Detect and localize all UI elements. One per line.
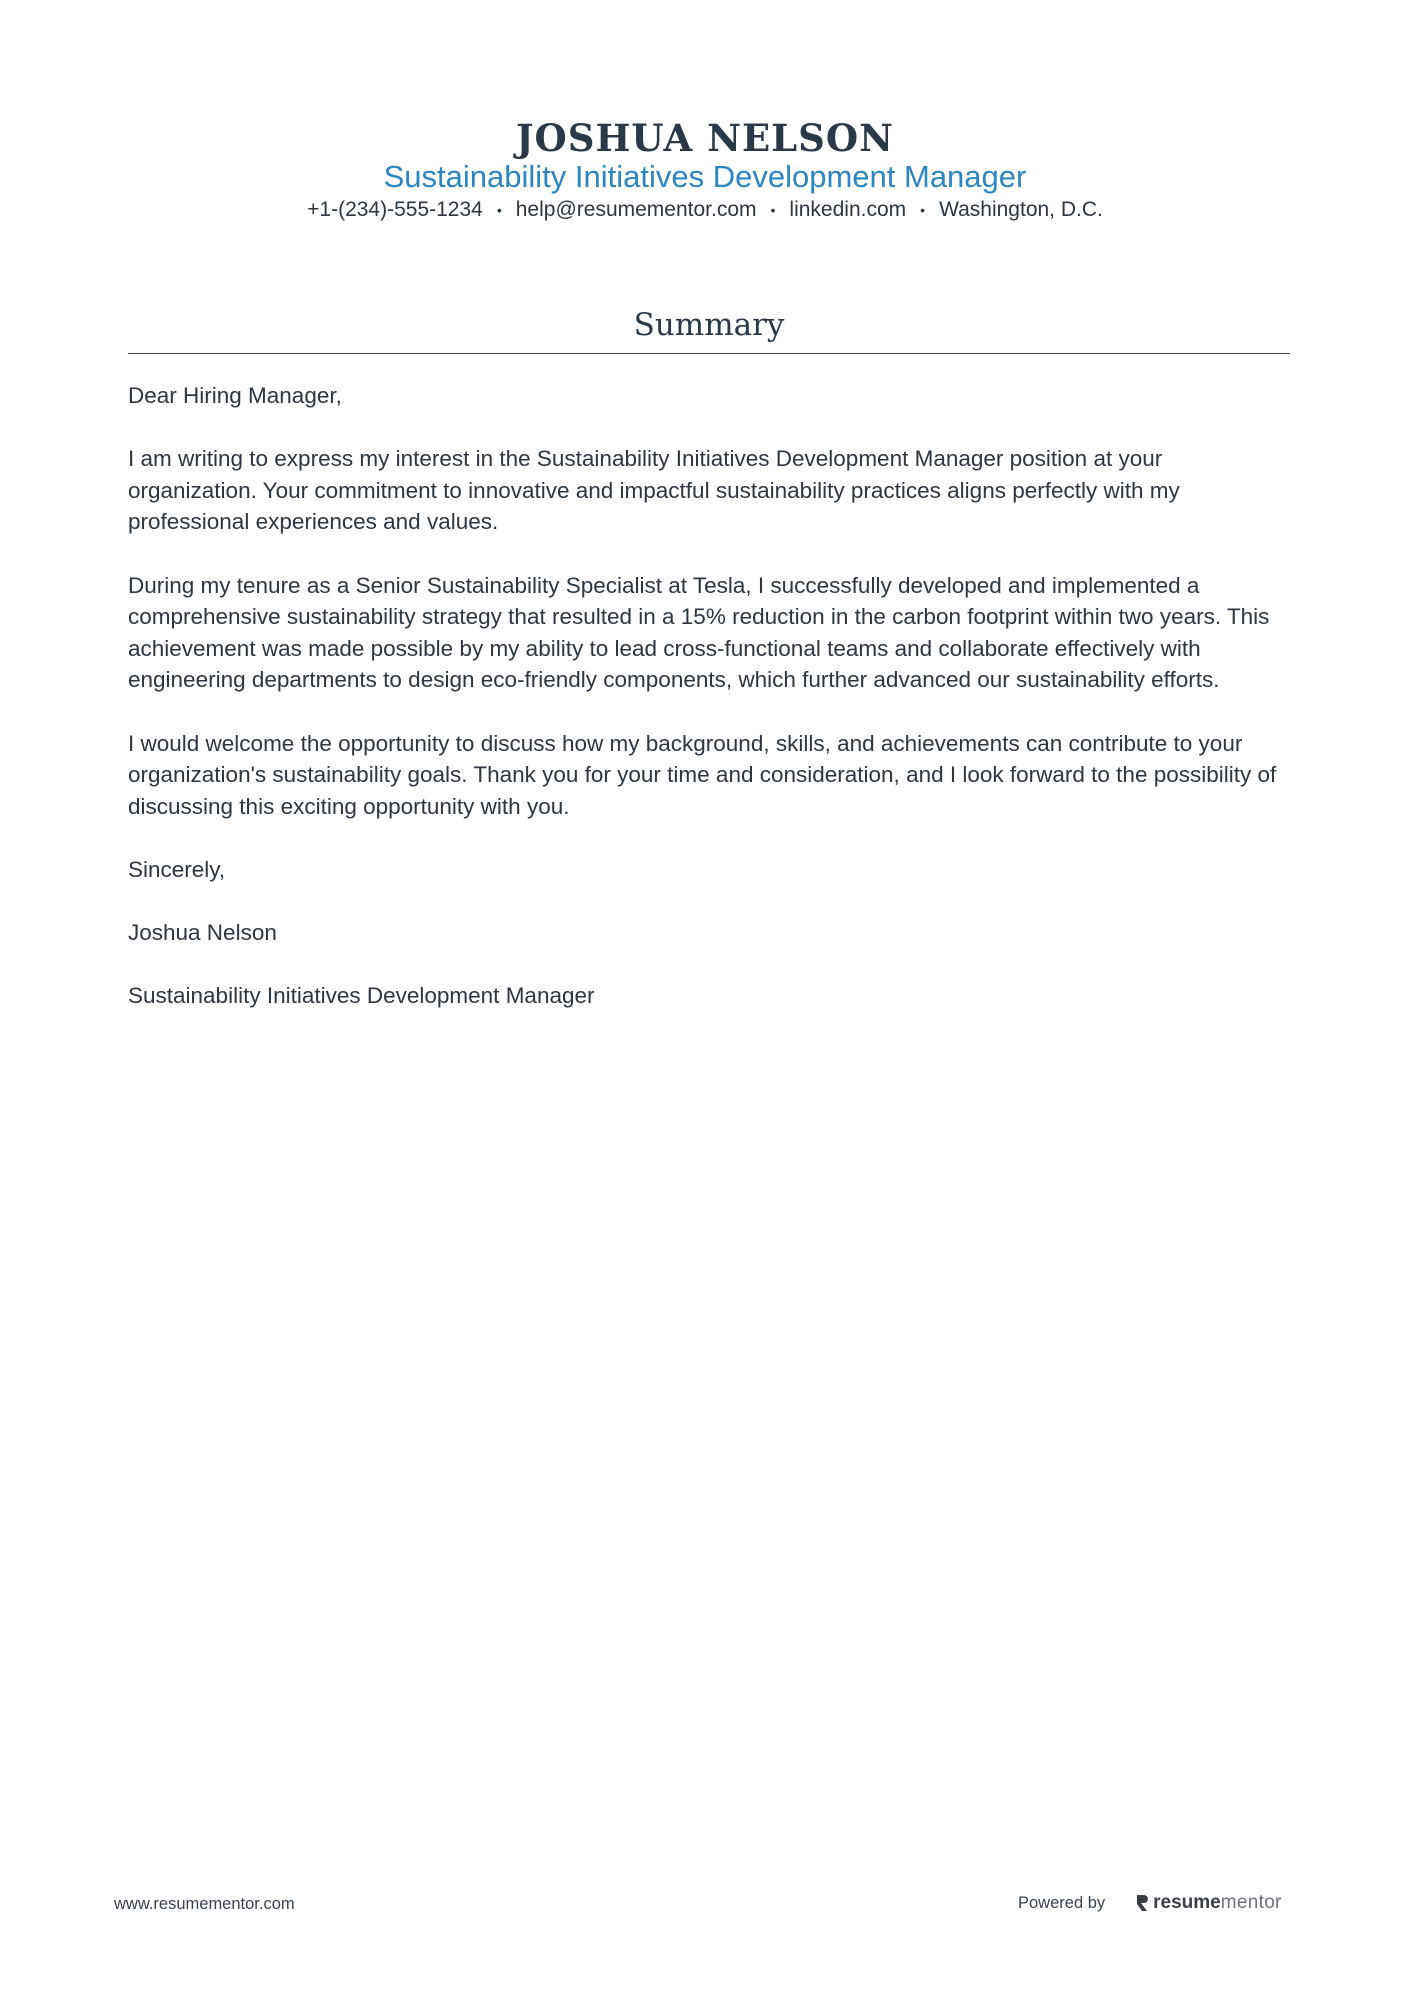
brand-mark-icon: [1135, 1893, 1149, 1913]
contact-email[interactable]: help@resumementor.com: [515, 198, 757, 221]
brand-logo[interactable]: [1135, 1892, 1282, 1914]
contact-location: Washington, D.C.: [939, 198, 1103, 221]
contact-phone: +1-(234)-555-1234: [307, 198, 483, 221]
brand-name-part2: mentor: [1220, 1892, 1282, 1913]
signature-title: Sustainability Initiatives Development Manager: [128, 983, 595, 1009]
powered-by-label: Powered by: [1018, 1893, 1106, 1912]
letter-paragraph: I am writing to express my interest in the Sustainability Initiatives Development Manager position at your organization. Your commitment to innovative and impactful sustainability practices aligns perfectly with my professional experiences and values.: [128, 446, 1180, 535]
contact-website[interactable]: linkedin.com: [789, 198, 907, 221]
letter-closing: Sincerely,: [128, 856, 226, 882]
section-divider: [128, 353, 1290, 354]
contact-separator: •: [920, 202, 926, 219]
footer-website[interactable]: www.resumementor.com: [114, 1895, 295, 1913]
contact-separator: •: [496, 202, 502, 219]
section-title-summary: Summary: [633, 307, 785, 343]
letter-paragraph: During my tenure as a Senior Sustainability Specialist at Tesla, I successfully developed and implemented a comprehensive sustainability strategy that resulted in a 15% reduction in the carbon footprint within two years. This achievement was made possible by my ability to lead cross-functional teams and collaborate effectively with engineering departments to design eco-friendly components, which further advanced our sustainability efforts.: [128, 572, 1270, 693]
footer-powered-by: [1018, 1890, 1282, 1916]
candidate-role: Sustainability Initiatives Development Manager: [383, 159, 1027, 194]
candidate-name: JOSHUA NELSON: [516, 116, 894, 160]
letter-greeting: Dear Hiring Manager,: [128, 383, 342, 408]
letter-body: [128, 380, 1290, 1043]
contact-separator: •: [770, 202, 776, 219]
contact-line: [0, 196, 1410, 224]
letter-paragraph: I would welcome the opportunity to discuss how my background, skills, and achievements can contribute to your organization's sustainability goals. Thank you for your time and consideration, and I look forward to the possibility of discussing this exciting opportunity with you.: [128, 730, 1277, 819]
signature-name: Joshua Nelson: [128, 920, 277, 946]
brand-name-part1: resume: [1153, 1892, 1221, 1913]
